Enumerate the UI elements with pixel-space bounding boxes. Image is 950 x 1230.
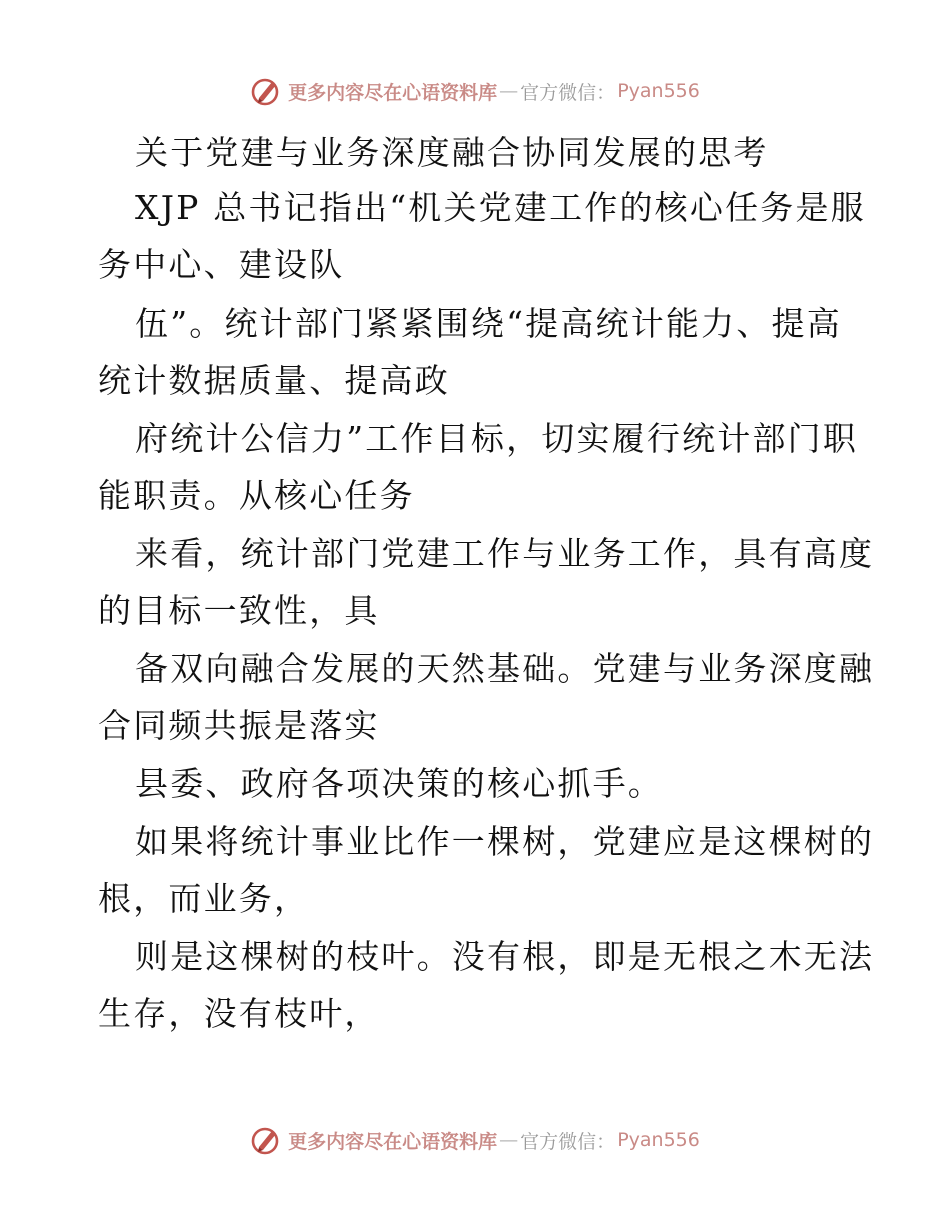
text-line: 的目标一致性，具 (98, 591, 380, 630)
paragraph-4 (98, 525, 875, 639)
text-line: 则是这棵树的枝叶。没有根，即是无根之木无法 (135, 937, 875, 976)
text-line: 能职责。从核心任务 (98, 476, 415, 515)
document-title-block (98, 124, 858, 181)
text-line: 统计数据质量、提高政 (98, 361, 450, 400)
watermark-dash: — (499, 1129, 519, 1151)
paragraph-5 (98, 640, 875, 754)
watermark-label: 官方微信： (520, 81, 616, 104)
text-line: 根，而业务， (98, 879, 310, 918)
text-line: 伍”。统计部门紧紧围绕“提高统计能力、提高 (135, 304, 842, 343)
pen-circle-logo-icon (250, 1123, 284, 1157)
watermark-dash: — (499, 80, 519, 102)
text-line: XJP 总书记指出“机关党建工作的核心任务是服 (135, 188, 866, 227)
text-line: 生存，没有枝叶， (98, 994, 380, 1033)
watermark-header (0, 71, 950, 111)
text-line: 来看，统计部门党建工作与业务工作，具有高度 (135, 534, 875, 573)
paragraph-6 (98, 755, 858, 812)
paragraph-1 (98, 179, 866, 293)
watermark-brand: 更多内容尽在心语资料库 (288, 81, 498, 104)
watermark-brand: 更多内容尽在心语资料库 (288, 1130, 498, 1153)
pen-circle-logo-icon (250, 74, 284, 108)
watermark-wechat-id: Pyan556 (617, 1129, 700, 1151)
paragraph-8 (98, 928, 875, 1042)
paragraph-2 (98, 295, 858, 409)
document-title: 关于党建与业务深度融合协同发展的思考 (135, 133, 769, 172)
watermark-wechat-id: Pyan556 (617, 80, 700, 102)
text-line: 务中心、建设队 (98, 245, 345, 284)
text-line: 合同频共振是落实 (98, 706, 380, 745)
text-line: 备双向融合发展的天然基础。党建与业务深度融 (135, 649, 875, 688)
watermark-footer (0, 1120, 950, 1160)
text-line: 如果将统计事业比作一棵树，党建应是这棵树的 (135, 822, 875, 861)
watermark-label: 官方微信： (520, 1130, 616, 1153)
paragraph-7 (98, 813, 875, 927)
text-line: 府统计公信力”工作目标，切实履行统计部门职 (135, 419, 859, 458)
text-line: 县委、政府各项决策的核心抓手。 (135, 764, 663, 803)
paragraph-3 (98, 410, 858, 524)
